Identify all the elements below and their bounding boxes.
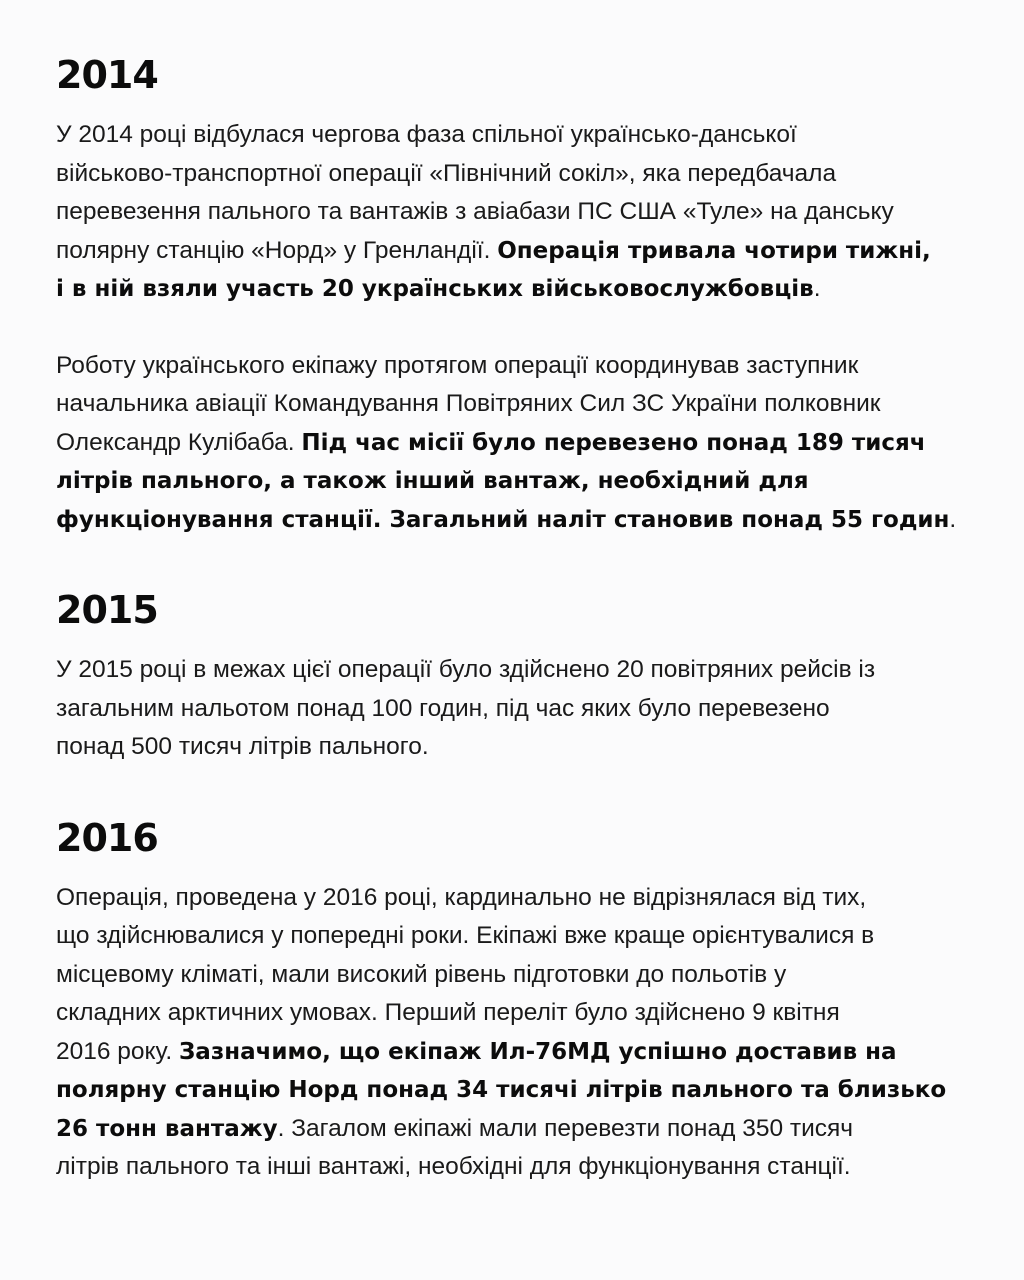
text-line: військово-транспортної операції «Північний сокіл», яка передбачала	[56, 159, 837, 187]
bold-text: і в ній взяли участь 20 українських військовослужбовців	[56, 276, 814, 302]
bold-text: Під час місії було перевезено понад 189 тисяч	[301, 429, 926, 456]
bold-text: функціонування станції. Загальний наліт становив понад 55 годин	[56, 506, 950, 533]
text-segment: полярну станцію «Норд» у Гренландії.	[56, 236, 498, 264]
text-line: загальним нальотом понад 100 годин, під час яких було перевезено	[56, 694, 830, 722]
paragraph-2014-1	[56, 116, 984, 309]
text-line	[56, 501, 984, 540]
text-segment: .	[813, 275, 821, 302]
section-gap	[56, 767, 984, 815]
text-line	[56, 1033, 984, 1072]
paragraph-gap	[56, 309, 984, 347]
text-line: У 2014 році відбулася чергова фаза спільної українсько-данської	[56, 121, 797, 148]
text-segment: 2016 року.	[56, 1037, 179, 1065]
section-gap	[56, 539, 984, 587]
text-line	[56, 270, 984, 309]
section-2015	[56, 587, 984, 767]
text-line: Роботу українського екіпажу протягом операції координував заступник	[56, 351, 859, 379]
text-line: начальника авіації Командування Повітряних Сил ЗС України полковник	[56, 390, 881, 417]
text-line: понад 500 тисяч літрів пального.	[56, 733, 429, 760]
text-line	[56, 462, 984, 501]
text-line: складних арктичних умовах. Перший переліт було здійснено 9 квітня	[56, 999, 840, 1026]
text-segment: .	[949, 505, 957, 533]
text-line	[56, 424, 984, 463]
year-heading-2014: 2014	[56, 53, 158, 97]
text-line: що здійснювалися у попередні роки. Екіпажі вже краще орієнтувалися в	[56, 922, 875, 949]
text-segment: . Загалом екіпажі мали перевезти понад 350 тисяч	[277, 1114, 854, 1142]
text-line	[56, 1110, 984, 1149]
section-2016	[56, 815, 984, 1187]
text-line: місцевому кліматі, мали високий рівень підготовки до польотів у	[56, 960, 787, 988]
paragraph-2016-1	[56, 879, 984, 1187]
text-line	[56, 232, 984, 271]
text-segment: Олександр Кулібаба.	[56, 428, 302, 456]
bold-text: Зазначимо, що екіпаж Ил-76МД успішно доставив на	[178, 1038, 897, 1065]
text-line: Операція, проведена у 2016 році, кардинально не відрізнялася від тих,	[56, 883, 867, 911]
text-line: перевезення пального та вантажів з авіабази ПС США «Туле» на данську	[56, 198, 894, 225]
paragraph-2014-2	[56, 347, 984, 540]
paragraph-2015-1	[56, 651, 984, 767]
text-line	[56, 1071, 984, 1110]
section-2014	[56, 52, 984, 539]
bold-text: літрів пального, а також інший вантаж, необхідний для	[56, 468, 809, 494]
text-line: літрів пального та інші вантажі, необхідні для функціонування станції.	[56, 1153, 851, 1180]
year-heading-2015: 2015	[56, 588, 158, 632]
bold-text: полярну станцію Норд понад 34 тисячі літрів пального та близько	[56, 1077, 947, 1103]
year-heading-2016: 2016	[56, 815, 158, 860]
bold-text: 26 тонн вантажу	[56, 1115, 278, 1142]
text-line: У 2015 році в межах цієї операції було здійснено 20 повітряних рейсів із	[56, 656, 876, 683]
bold-text: Операція тривала чотири тижні,	[497, 237, 931, 264]
